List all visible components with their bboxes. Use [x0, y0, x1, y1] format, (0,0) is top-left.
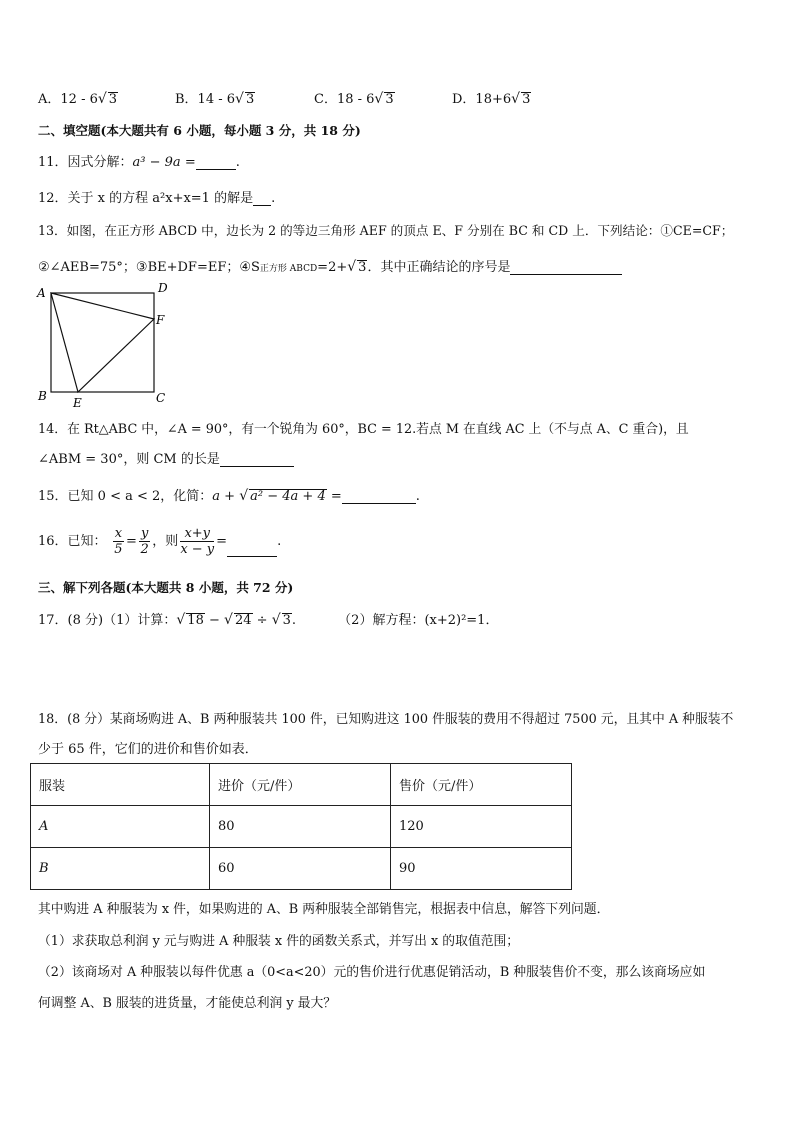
question-18-line3: 其中购进 A 种服装为 x 件，如果购进的 A、B 两种服装全部销售完，根据表中信息，解答下列问题． — [38, 902, 610, 917]
question-15: 15．已知 0 < a < 2，化简：a + √ a² − 4a + 4 = . — [38, 488, 420, 504]
answer-blank — [196, 169, 236, 170]
choice-d: D．18+6√ 3 — [452, 91, 531, 107]
table-cell: 80 — [210, 806, 391, 848]
choice-c: C．18 - 6√ 3 — [314, 91, 394, 107]
question-14-line1: 14．在 Rt△ABC 中，∠A = 90°，有一个锐角为 60°，BC = 12.若点 M 在直线 AC 上（不与点 A、C 重合)，且 — [38, 422, 689, 437]
question-13-line2: ②∠AEB=75°；③BE+DF=EF；④S正方形 ABCD=2+√ 3．其中正确结论的序号是 — [38, 256, 622, 275]
fraction-sum-over-diff: $\frac{x+y}{x - y}$ — [180, 526, 215, 557]
table-cell: 60 — [210, 848, 391, 890]
choice-b: B．14 - 6√ 3 — [175, 91, 255, 107]
question-18-line1: 18．(8 分）某商场购进 A、B 两种服装共 100 件，已知购进这 100 件服装的费用不得超过 7500 元，且其中 A 种服装不 — [38, 712, 734, 727]
choice-a: A．12 - 6√ 3 — [38, 91, 118, 107]
price-table — [30, 763, 572, 890]
section-heading-solve: 三、解下列各题(本大题共 8 小题，共 72 分) — [38, 580, 294, 595]
table-header-row — [31, 764, 572, 806]
fraction-x-over-5: $\frac{x}{5}$ — [114, 526, 123, 557]
answer-blank — [342, 503, 416, 504]
label-c: C — [156, 391, 166, 405]
answer-blank — [220, 466, 294, 467]
question-18-line2: 少于 65 件，它们的进价和售价如表． — [38, 742, 258, 757]
table-row — [31, 806, 572, 848]
question-12: 12．关于 x 的方程 a²x+x=1 的解是 . — [38, 191, 276, 206]
label-d: D — [158, 282, 168, 295]
answer-blank — [253, 205, 271, 206]
label-a: A — [37, 286, 46, 300]
table-header: 进价（元/件） — [210, 764, 391, 806]
triangle-aef — [51, 293, 154, 392]
square-triangle-figure — [34, 282, 174, 412]
table-cell: B — [31, 848, 210, 890]
question-18-part2-line1: （2）该商场对 A 种服装以每件优惠 a（0<a<20）元的售价进行优惠促销活动，B 种服装售价不变，那么该商场应如 — [38, 965, 706, 980]
question-16: 16．已知： $\frac{x}{5}$ = $\frac{y}{2}$ ，则 $\frac{x+y}{x - y}$ = . — [38, 526, 282, 557]
answer-blank — [227, 556, 277, 557]
question-13-line1: 13．如图，在正方形 ABCD 中，边长为 2 的等边三角形 AEF 的顶点 E、F 分别在 BC 和 CD 上．下列结论：①CE=CF； — [38, 223, 734, 238]
label-f: F — [156, 313, 165, 327]
fraction-y-over-2: $\frac{y}{2}$ — [140, 526, 149, 557]
table-cell: 120 — [391, 806, 572, 848]
table-cell: A — [31, 806, 210, 848]
section-heading-fill-blank: 二、填空题(本大题共有 6 小题，每小题 3 分，共 18 分) — [38, 123, 361, 138]
table-header: 售价（元/件） — [391, 764, 572, 806]
table-header: 服装 — [31, 764, 210, 806]
table-cell: 90 — [391, 848, 572, 890]
answer-blank — [510, 274, 622, 275]
label-b: B — [38, 389, 47, 403]
question-18-part2-line2: 何调整 A、B 服装的进货量，才能使总利润 y 最大？ — [38, 996, 337, 1011]
square-abcd — [51, 293, 154, 392]
table-row — [31, 848, 572, 890]
label-e: E — [73, 396, 82, 410]
question-17: 17．(8 分)（1）计算：√ 18 − √ 24 ÷ √ 3. （2）解方程：(x+2)²=1． — [38, 612, 499, 628]
question-11: 11．因式分解：a³ − 9a = . — [38, 155, 240, 170]
question-18-part1: （1）求获取总利润 y 元与购进 A 种服装 x 件的函数关系式，并写出 x 的取值范围； — [38, 934, 520, 949]
question-14-line2: ∠ABM = 30°，则 CM 的长是 — [38, 448, 294, 467]
